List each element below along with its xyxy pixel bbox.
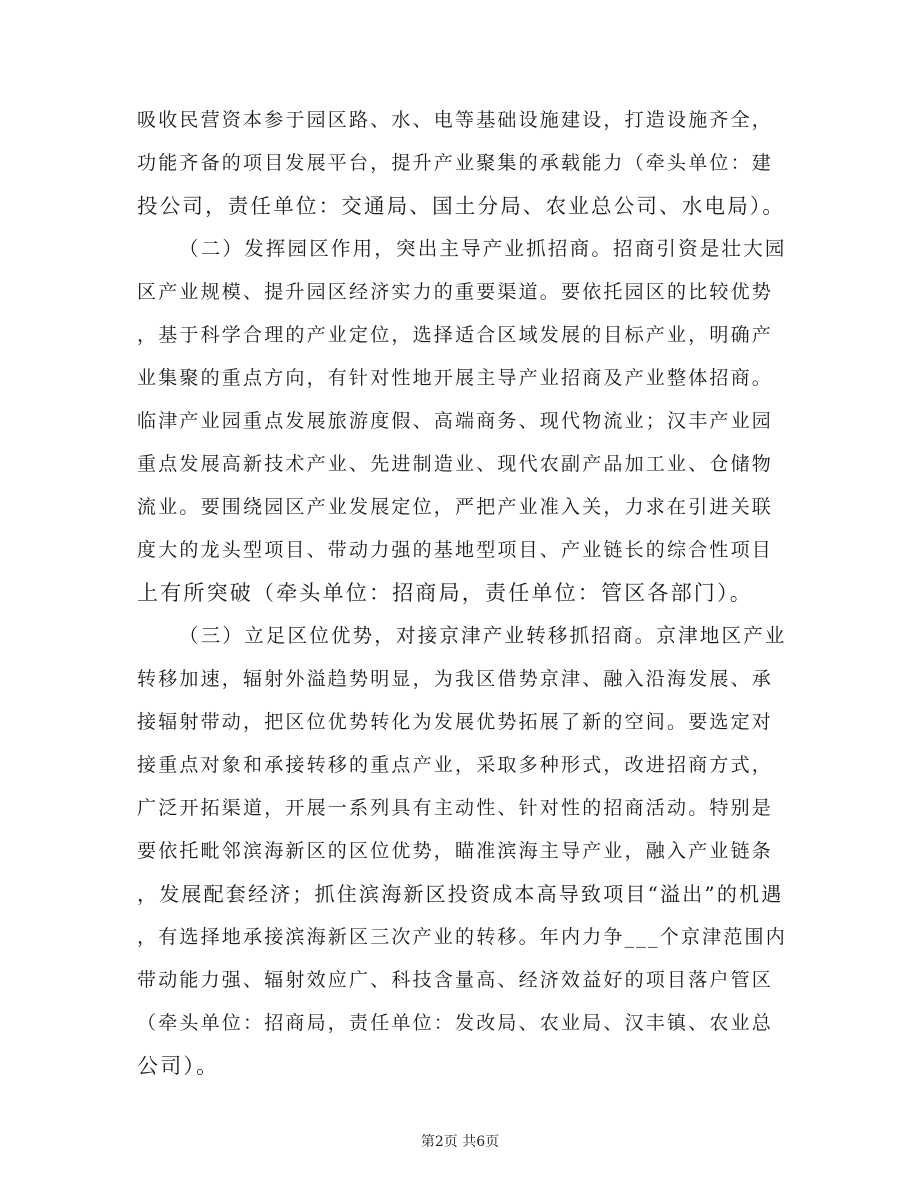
text-line: 上有所突破（牵头单位：招商局，责任单位：管区各部门）。 — [137, 581, 753, 605]
paragraph-start-line: （三）立足区位优势，对接京津产业转移抓招商。京津地区产业 — [179, 624, 787, 647]
text-line: ，基于科学合理的产业定位，选择适合区域发展的目标产业，明确产 — [137, 324, 774, 346]
text-line: 度大的龙头型项目、带动力强的基地型项目、产业链长的综合性项目 — [137, 539, 774, 561]
text-line: 转移加速，辐射外溢趋势明显，为我区借势京津、融入沿海发展、承 — [137, 668, 774, 690]
text-line: （牵头单位：招商局，责任单位：发改局、农业局、汉丰镇、农业总 — [137, 1012, 774, 1034]
text-line: 吸收民营资本参于园区路、水、电等基础设施建设，打造设施齐全， — [137, 109, 774, 131]
text-line: 要依托毗邻滨海新区的区位优势，瞄准滨海主导产业，融入产业链条 — [137, 840, 774, 862]
text-line: 流业。要围绕园区产业发展定位，严把产业准入关，力求在引进关联 — [137, 496, 774, 518]
text-line: 接重点对象和承接转移的重点产业，采取多种形式，改进招商方式， — [137, 754, 774, 776]
text-line: 接辐射带动，把区位优势转化为发展优势拓展了新的空间。要选定对 — [137, 711, 774, 733]
text-line: 重点发展高新技术产业、先进制造业、现代农副产品加工业、仓储物 — [137, 453, 774, 475]
text-line: 投公司，责任单位：交通局、国土分局、农业总公司、水电局）。 — [137, 194, 786, 218]
text-line: 公司）。 — [137, 1054, 220, 1078]
text-line: 带动能力强、辐射效应广、科技含量高、经济效益好的项目落户管区 — [137, 969, 774, 991]
text-line: 广泛开拓渠道，开展一系列具有主动性、针对性的招商活动。特别是 — [137, 797, 774, 819]
text-line: 功能齐备的项目发展平台，提升产业聚集的承载能力（牵头单位：建 — [137, 152, 774, 174]
text-line: 临津产业园重点发展旅游度假、高端商务、现代物流业；汉丰产业园 — [137, 410, 774, 432]
page-number: 第2页 共6页 — [420, 1134, 500, 1150]
paragraph-start-line: （二）发挥园区作用，突出主导产业抓招商。招商引资是壮大园 — [179, 237, 787, 260]
text-line: 区产业规模、提升园区经济实力的重要渠道。要依托园区的比较优势 — [137, 281, 774, 303]
text-line: ，发展配套经济；抓住滨海新区投资成本高导致项目“溢出”的机遇 — [137, 882, 784, 906]
text-line: ，有选择地承接滨海新区三次产业的转移。年内力争___个京津范围内 — [137, 926, 787, 948]
text-line: 业集聚的重点方向，有针对性地开展主导产业招商及产业整体招商。 — [137, 367, 774, 389]
